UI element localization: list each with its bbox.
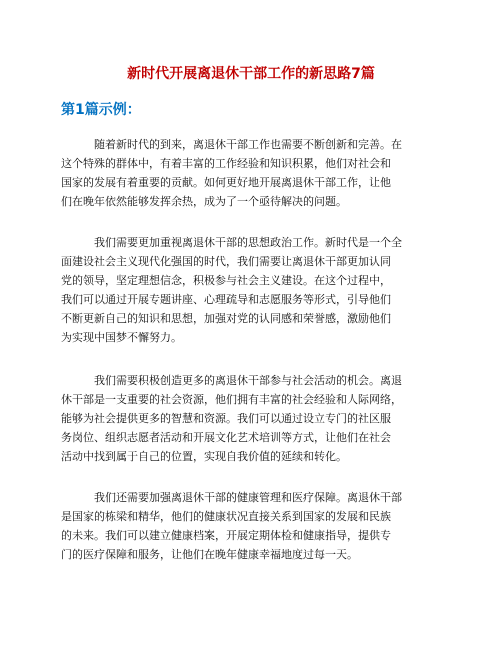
paragraph-line: 的未来。我们可以建立健康档案，开展定期体检和健康指导，提供专 [61,529,391,542]
paragraph-2 [61,233,453,347]
paragraph-line: 们在晚年依然能够发挥余热，成为了一个亟待解决的问题。 [61,195,347,208]
paragraph-line: 国家的发展有着重要的贡献。如何更好地开展离退休干部工作，让他 [61,176,391,189]
paragraph-line: 务岗位、组织志愿者活动和开展文化艺术培训等方式，让他们在社会 [61,431,391,444]
paragraph-line: 随着新时代的到来，离退休干部工作也需要不断创新和完善。在 [94,138,402,151]
paragraph-1 [61,135,453,211]
document-title: 新时代开展离退休干部工作的新思路7篇 [127,66,375,82]
section-heading: 第1篇示例： [61,102,141,118]
paragraph-line: 为实现中国梦不懈努力。 [61,331,182,344]
paragraph-line: 是国家的栋梁和精华，他们的健康状况直接关系到国家的发展和民族 [61,510,391,523]
paragraph-line: 我们需要更加重视离退休干部的思想政治工作。新时代是一个全 [94,236,402,249]
paragraph-line: 能够为社会提供更多的智慧和资源。我们可以通过设立专门的社区服 [61,412,391,425]
paragraph-line: 我们可以通过开展专题讲座、心理疏导和志愿服务等形式，引导他们 [61,293,391,306]
paragraph-line: 不断更新自己的知识和思想，加强对党的认同感和荣誉感，激励他们 [61,312,391,325]
paragraph-line: 休干部是一支重要的社会资源，他们拥有丰富的社会经验和人际网络， [61,393,402,406]
paragraph-line: 党的领导，坚定理想信念，积极参与社会主义建设。在这个过程中， [61,274,391,287]
paragraph-3 [61,371,453,466]
paragraph-line: 这个特殊的群体中，有着丰富的工作经验和知识积累，他们对社会和 [61,157,391,170]
paragraph-line: 我们需要积极创造更多的离退休干部参与社会活动的机会。离退 [94,374,402,387]
paragraph-line: 面建设社会主义现代化强国的时代，我们需要让离退休干部更加认同 [61,255,391,268]
paragraph-line: 我们还需要加强离退休干部的健康管理和医疗保障。离退休干部 [94,491,402,504]
paragraph-4 [61,488,453,564]
paragraph-line: 门的医疗保障和服务，让他们在晚年健康幸福地度过每一天。 [61,548,358,561]
paragraph-line: 活动中找到属于自己的位置，实现自我价值的延续和转化。 [61,450,347,463]
